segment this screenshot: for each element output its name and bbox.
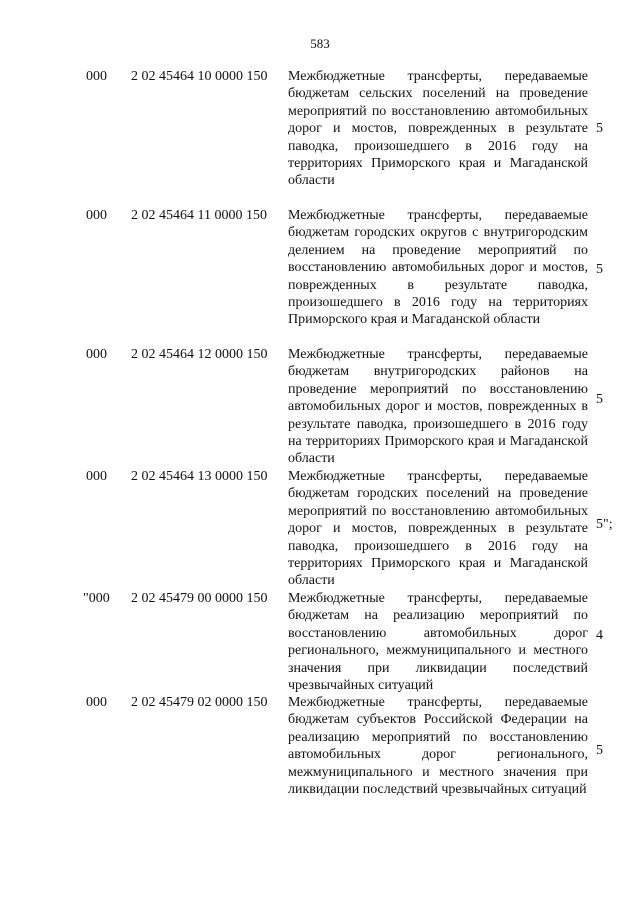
kbk-code: 2 02 45464 11 0000 150 bbox=[131, 208, 267, 223]
row-amount: 4 bbox=[596, 628, 603, 643]
admin-code: 000 bbox=[86, 208, 107, 223]
kbk-code: 2 02 45479 02 0000 150 bbox=[131, 695, 268, 710]
row-amount: 5 bbox=[596, 743, 603, 758]
admin-code: 000 bbox=[86, 469, 107, 484]
kbk-code: 2 02 45464 13 0000 150 bbox=[131, 469, 268, 484]
table-row bbox=[0, 694, 640, 816]
admin-code: "000 bbox=[83, 591, 110, 606]
table-row bbox=[0, 590, 640, 694]
kbk-code: 2 02 45464 12 0000 150 bbox=[131, 347, 268, 362]
row-description: Межбюджетные трансферты, передаваемые бюджетам сельских поселений на проведение мероприятий по восстановлению автомобильных дорог и мостов, поврежденных в результате паводка, произошедшего в 2016 году на территориях Приморского края и Магаданской области bbox=[288, 69, 588, 189]
row-description: Межбюджетные трансферты, передаваемые бюджетам на реализацию мероприятий по восстановлению автомобильных дорог регионального, межмуниципального и местного значения при ликвидации последствий чрезвычайных ситуаций bbox=[288, 591, 588, 694]
kbk-code: 2 02 45464 10 0000 150 bbox=[131, 69, 268, 84]
admin-code: 000 bbox=[86, 347, 107, 362]
row-amount: 5 bbox=[596, 262, 603, 277]
row-description: Межбюджетные трансферты, передаваемые бюджетам внутригородских районов на проведение мероприятий по восстановлению автомобильных дорог и мостов, поврежденных в результате паводка, произошедшего в 2016 году на территориях Приморского края и Магаданской области bbox=[288, 347, 588, 467]
row-amount: 5 bbox=[596, 121, 603, 136]
table-row bbox=[0, 346, 640, 468]
row-amount: 5"; bbox=[596, 517, 613, 532]
row-amount: 5 bbox=[596, 392, 603, 407]
row-description: Межбюджетные трансферты, передаваемые бюджетам городских поселений на проведение мероприятий по восстановлению автомобильных дорог и мостов, поврежденных в результате паводка, произошедшего в 2016 году на территориях Приморского края и Магаданской области bbox=[288, 469, 588, 589]
table-row bbox=[0, 207, 640, 346]
row-description: Межбюджетные трансферты, передаваемые бюджетам субъектов Российской Федерации на реализацию мероприятий по восстановлению автомобильных дорог регионального, межмуниципального и местного значения при ликвидации последствий чрезвычайных ситуаций bbox=[288, 695, 588, 798]
page-number: 583 bbox=[310, 36, 330, 51]
admin-code: 000 bbox=[86, 69, 107, 84]
budget-classification-table bbox=[0, 68, 640, 816]
table-row bbox=[0, 68, 640, 207]
admin-code: 000 bbox=[86, 695, 107, 710]
kbk-code: 2 02 45479 00 0000 150 bbox=[131, 591, 268, 606]
row-description: Межбюджетные трансферты, передаваемые бюджетам городских округов с внутригородским делением на проведение мероприятий по восстановлению автомобильных дорог и мостов, поврежденных в результате паводка, произошедшего в 2016 году на территориях Приморского края и Магаданской области bbox=[288, 208, 588, 328]
table-row bbox=[0, 468, 640, 590]
